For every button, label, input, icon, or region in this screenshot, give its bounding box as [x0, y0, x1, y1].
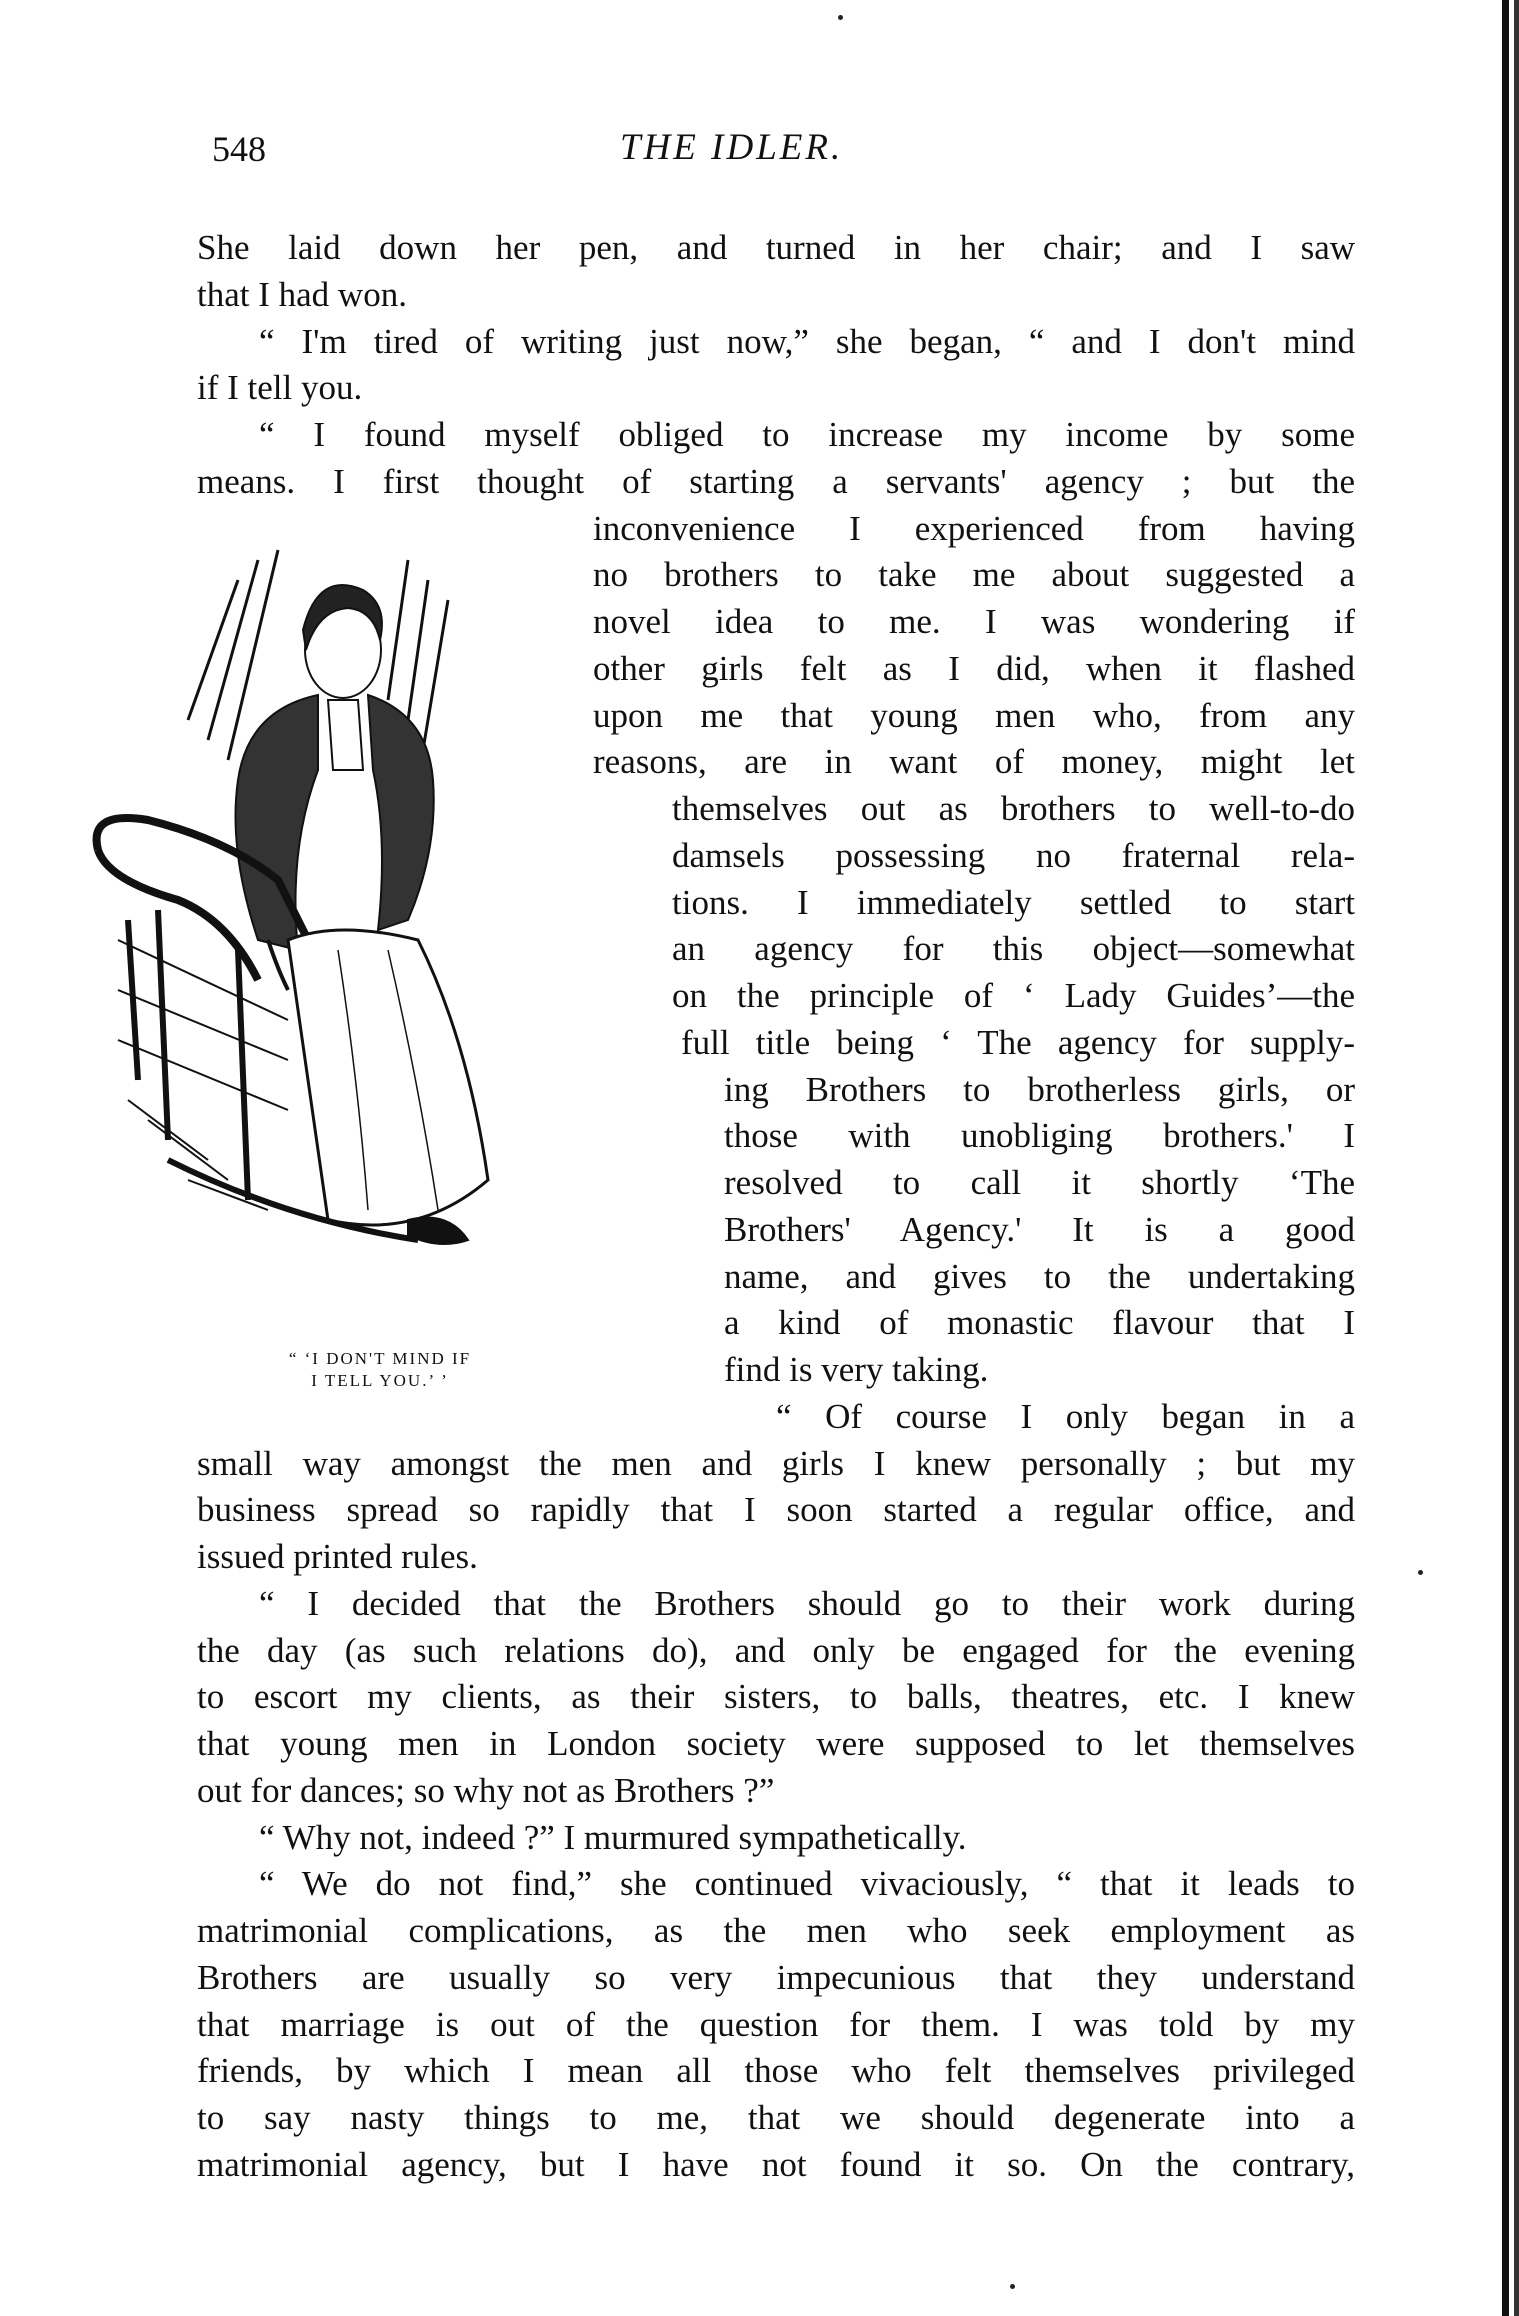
text-line: other girls felt as I did, when it flashed [593, 648, 1355, 688]
text-line: “ We do not find,” she continued vivaciously, “ that it leads to [259, 1864, 1355, 1904]
speck [1418, 1570, 1423, 1575]
text-line: matrimonial complications, as the men who seek employment as [197, 1911, 1355, 1950]
text-line: the day (as such relations do), and only be engaged for the evening [197, 1630, 1355, 1670]
text-line: out for dances; so why not as Brothers ?” [197, 1770, 775, 1810]
caption-line-1: “ ‘I DON'T MIND IF [288, 1349, 472, 1368]
text-line: business spread so rapidly that I soon started a regular office, and [197, 1490, 1355, 1530]
text-line: name, and gives to the undertaking [724, 1256, 1355, 1296]
text-line: if I tell you. [197, 368, 363, 408]
text-line: find is very taking. [724, 1350, 989, 1389]
text-line: that marriage is out of the question for them. I was told by my [197, 2004, 1355, 2044]
text-line: small way amongst the men and girls I knew personally ; but my [197, 1443, 1355, 1483]
text-line: full title being ‘ The agency for supply- [681, 1022, 1355, 1062]
illustration-seated-woman [88, 520, 688, 1340]
speck [1010, 2284, 1015, 2289]
text-line: to say nasty things to me, that we should degenerate into a [197, 2098, 1355, 2137]
text-line: novel idea to me. I was wondering if [593, 602, 1355, 641]
text-line: Brothers are usually so very impecunious that they understand [197, 1957, 1355, 1997]
text-line: damsels possessing no fraternal rela- [672, 835, 1355, 875]
text-line: that I had won. [197, 274, 407, 314]
text-line: means. I first thought of starting a servants' agency ; but the [197, 461, 1355, 501]
text-line: She laid down her pen, and turned in her chair; and I saw [197, 228, 1355, 267]
text-line: “ Of course I only began in a [776, 1396, 1355, 1436]
text-line: upon me that young men who, from any [593, 695, 1355, 735]
text-line: no brothers to take me about suggested a [593, 555, 1355, 595]
text-line: reasons, are in want of money, might let [593, 742, 1355, 782]
text-line: ing Brothers to brotherless girls, or [724, 1069, 1355, 1109]
text-line: themselves out as brothers to well-to-do [672, 789, 1355, 828]
text-line: tions. I immediately settled to start [672, 882, 1355, 922]
page-number: 548 [212, 129, 266, 169]
running-title: THE IDLER. [620, 127, 844, 168]
page-edge-shadow [1502, 0, 1509, 2316]
illustration-caption [250, 1348, 510, 1392]
text-line: that young men in London society were supposed to let themselves [197, 1724, 1355, 1763]
text-line: resolved to call it shortly ‘The [724, 1163, 1355, 1202]
text-line: issued printed rules. [197, 1537, 478, 1576]
text-line: inconvenience I experienced from having [593, 508, 1355, 548]
text-line: on the principle of ‘ Lady Guides’—the [672, 976, 1355, 1015]
text-line: “ I decided that the Brothers should go to their work during [259, 1583, 1355, 1623]
text-line: “ I'm tired of writing just now,” she began, “ and I don't mind [259, 321, 1355, 361]
text-line: an agency for this object—somewhat [672, 929, 1355, 969]
speck [838, 15, 843, 20]
page-edge-border [1514, 0, 1519, 2316]
text-line: “ Why not, indeed ?” I murmured sympathetically. [259, 1817, 967, 1857]
text-line: Brothers' Agency.' It is a good [724, 1209, 1355, 1249]
text-line: friends, by which I mean all those who felt themselves privileged [197, 2051, 1355, 2091]
text-line: those with unobliging brothers.' I [724, 1116, 1355, 1156]
text-line: “ I found myself obliged to increase my income by some [259, 415, 1355, 454]
text-line: to escort my clients, as their sisters, to balls, theatres, etc. I knew [197, 1677, 1355, 1717]
text-line: a kind of monastic flavour that I [724, 1303, 1355, 1343]
caption-line-2: I TELL YOU.’ ’ [311, 1371, 449, 1390]
text-line: matrimonial agency, but I have not found it so. On the contrary, [197, 2144, 1355, 2184]
